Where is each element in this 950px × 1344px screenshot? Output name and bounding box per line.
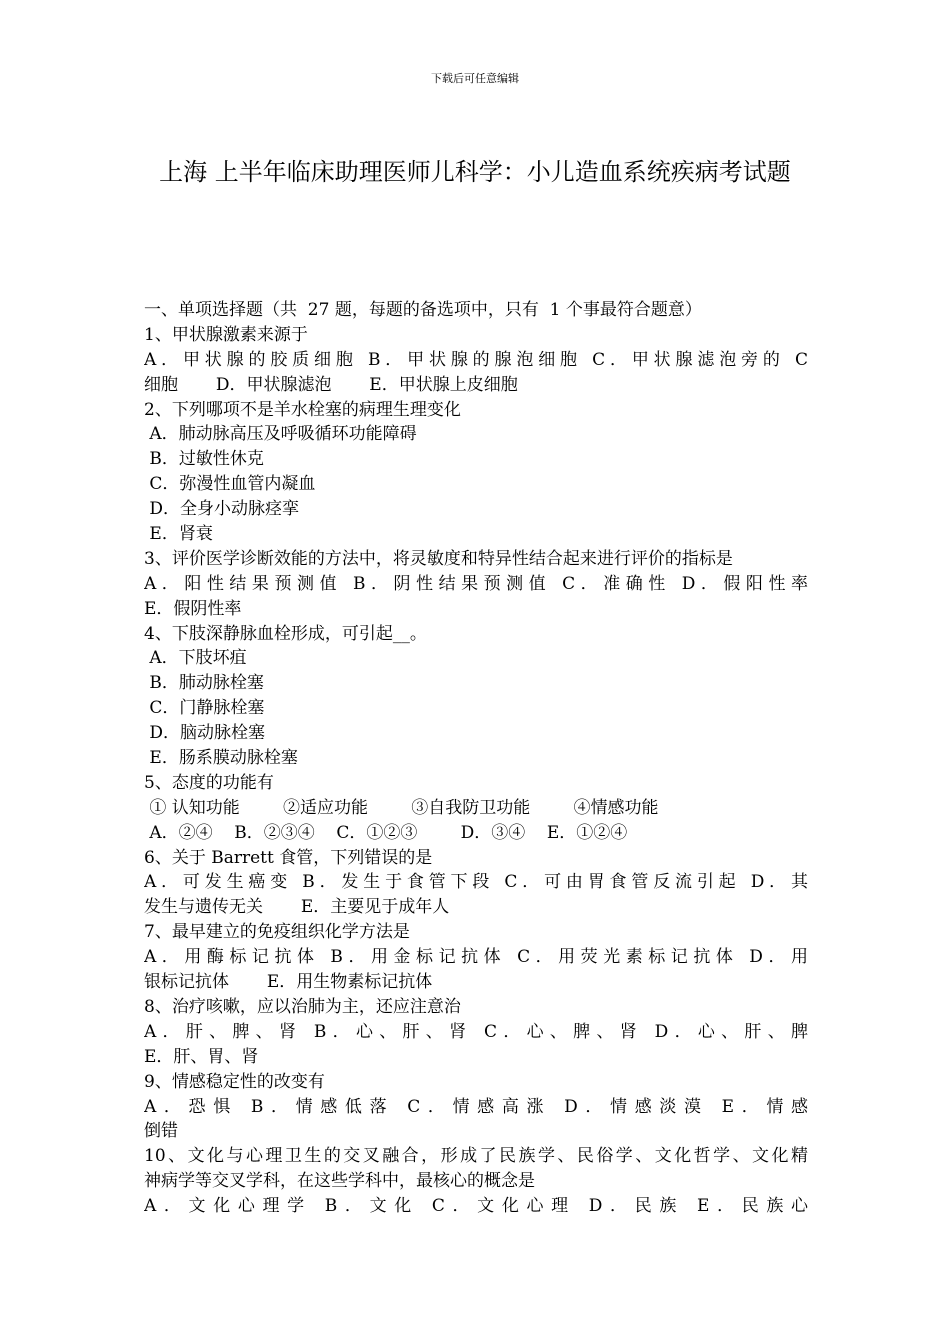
text-line: 倒错 [144, 1121, 178, 1142]
text-line: 3、评价医学诊断效能的方法中，将灵敏度和特异性结合起来进行评价的指标是 [144, 548, 733, 569]
text-line: C．弥漫性血管内凝血 [144, 474, 316, 495]
text-line: A．阳性结果预测值 B．阴性结果预测值 C．准确性 D．假阳性率 [144, 573, 808, 594]
text-line: A．恐惧 B．情感低落 C．情感高涨 D．情感淡漠 E．情感 [144, 1096, 808, 1117]
text-line: E．肾衰 [144, 524, 213, 545]
text-line: E．肝、胃、肾 [144, 1046, 259, 1067]
text-line: 10、文化与心理卫生的交叉融合，形成了民族学、民俗学、文化哲学、文化精 [144, 1146, 808, 1167]
text-line: 8、治疗咳嗽，应以治肺为主，还应注意治 [144, 996, 461, 1017]
text-line: A．②④ B．②③④ C．①②③ D．③④ E．①②④ [144, 822, 628, 843]
text-line: 神病学等交叉学科，在这些学科中，最核心的概念是 [144, 1171, 535, 1192]
text-line: B．过敏性休克 [144, 449, 264, 470]
text-line: 1、甲状腺激素来源于 [144, 324, 308, 345]
text-line: A．用酶标记抗体 B．用金标记抗体 C．用荧光素标记抗体 D．用 [144, 947, 808, 968]
text-line: 4、下肢深静脉血栓形成，可引起__。 [144, 623, 427, 644]
text-line: A．肝、脾、肾 B．心、肝、肾 C．心、脾、肾 D．心、肝、脾 [144, 1021, 808, 1042]
text-line: 一、单项选择题（共 27 题，每题的备选项中，只有 1 个事最符合题意） [144, 300, 702, 320]
text-line: 发生与遗传无关 E．主要见于成年人 [144, 897, 450, 918]
question-list [144, 298, 808, 1219]
text-line: B．肺动脉栓塞 [144, 673, 264, 694]
text-line: 9、情感稳定性的改变有 [144, 1071, 325, 1092]
document-title: 上海 上半年临床助理医师儿科学：小儿造血系统疾病考试题 [159, 158, 791, 186]
text-line: 7、最早建立的免疫组织化学方法是 [144, 922, 410, 943]
text-line: A．肺动脉高压及呼吸循环功能障碍 [144, 424, 417, 445]
text-line: 6、关于 Barrett 食管，下列错误的是 [144, 847, 433, 868]
text-line: A．可发生癌变 B．发生于食管下段 C．可由胃食管反流引起 D．其 [144, 872, 808, 893]
text-line: 5、态度的功能有 [144, 772, 274, 793]
text-line: E．肠系膜动脉栓塞 [144, 748, 298, 769]
text-line: E．假阴性率 [144, 598, 242, 619]
text-line: 细胞 D．甲状腺滤泡 E．甲状腺上皮细胞 [144, 374, 518, 395]
text-line: 2、下列哪项不是羊水栓塞的病理生理变化 [144, 399, 461, 420]
page-header: 下载后可任意编辑 [431, 72, 519, 85]
text-line: 银标记抗体 E．用生物素标记抗体 [144, 972, 433, 993]
text-line: D．脑动脉栓塞 [144, 723, 266, 744]
text-line: A．甲状腺的胶质细胞 B．甲状腺的腺泡细胞 C．甲状腺滤泡旁的 C [144, 349, 808, 370]
text-line: D．全身小动脉痉挛 [144, 499, 300, 520]
text-line: A．下肢坏疽 [144, 648, 247, 669]
text-line: ① 认知功能 ②适应功能 ③自我防卫功能 ④情感功能 [144, 797, 659, 818]
text-line: C．门静脉栓塞 [144, 698, 265, 719]
text-line: A．文化心理学 B．文化 C．文化心理 D．民族 E．民族心 [144, 1196, 808, 1217]
